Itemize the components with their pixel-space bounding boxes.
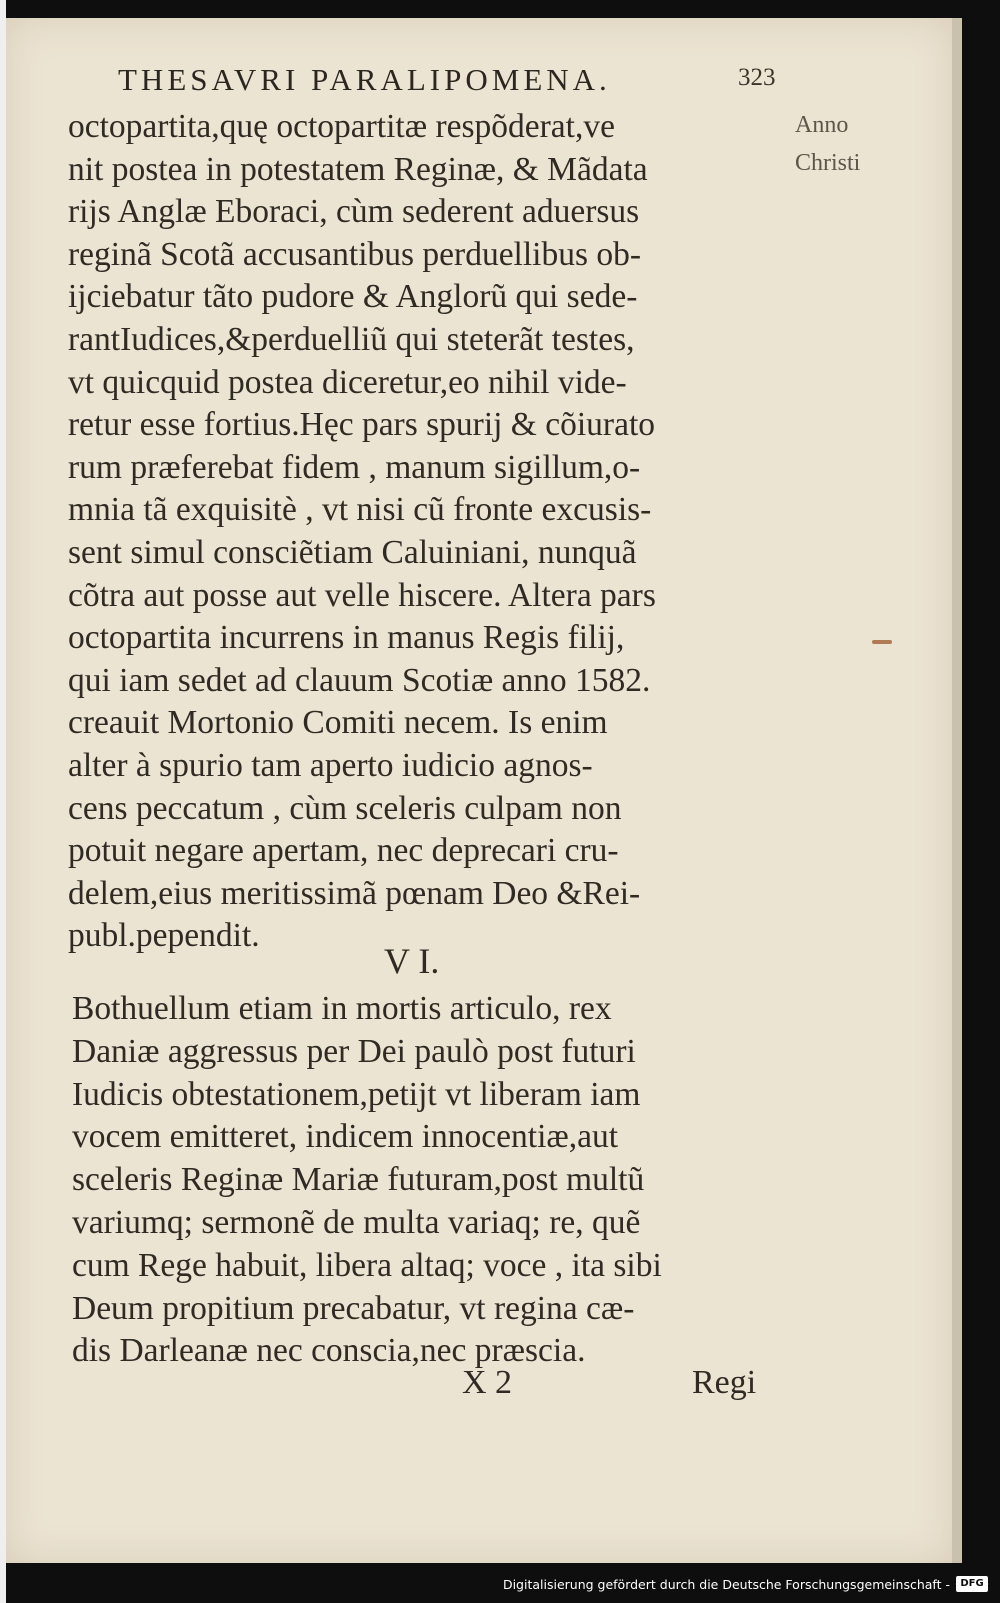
text-line: potuit negare apertam, nec deprecari cru- [68,832,619,870]
text-line: cum Rege habuit, libera altaq; voce , ita sibi [72,1246,662,1284]
text-line: alter à spurio tam aperto iudicio agnos- [68,746,593,784]
margin-note [795,106,860,182]
text-line: sceleris Reginæ Mariæ futuram,post multũ [72,1161,645,1199]
text-line: sent simul consciẽtiam Caluiniani, nunquã [68,533,637,571]
text-line: variumq; sermonẽ de multa variaq; re, quẽ [72,1203,641,1241]
text-line: creauit Mortonio Comiti necem. Is enim [68,704,608,742]
funding-credit: Digitalisierung gefördert durch die Deutsche Forschungsgemeinschaft - [502,1577,950,1592]
text-line: cõtra aut posse aut velle hiscere. Altera pars [68,576,656,614]
text-line: ijciebatur tãto pudore & Anglorũ qui sede- [68,278,638,316]
signature-mark: X 2 [462,1364,513,1401]
text-line: delem,eius meritissimã pœnam Deo &Rei- [68,874,641,912]
text-line: dis Darleanæ nec conscia,nec præscia. [72,1332,586,1370]
text-line: retur esse fortius.Hęc pars spurij & cõiurato [68,406,656,444]
digitization-footer [0,1573,1000,1603]
dfg-logo: DFG [956,1576,988,1592]
text-line: Iudicis obtestationem,petijt vt liberam iam [72,1075,641,1113]
text-line: octopartita incurrens in manus Regis filij, [68,619,625,657]
text-line: reginã Scotã accusantibus perduellibus ob- [68,235,642,273]
text-line: octopartita,quę octopartitæ respõderat,ve [68,108,615,145]
margin-note-line: Christi [795,150,861,176]
running-head: THESAVRI PARALIPOMENA. [118,62,611,97]
text-line: mnia tã exquisitè , vt nisi cũ fronte excusis- [68,491,652,529]
text-line: publ.pependit. [68,917,260,955]
paragraph-1 [68,106,788,958]
page-number: 323 [738,64,776,91]
text-line: rantIudices,&perduelliũ qui steterãt testes, [68,320,635,358]
margin-note-line: Anno [795,112,849,138]
section-number: V I. [384,941,440,981]
text-line: cens peccatum , cùm sceleris culpam non [68,789,622,827]
text-line: nit postea in potestatem Reginæ, & Mãdata [68,150,648,188]
margin-ink-mark [872,640,892,644]
paragraph-2 [72,988,792,1373]
text-line: vt quicquid postea diceretur,eo nihil vide- [68,363,627,401]
text-line: qui iam sedet ad clauum Scotiæ anno 1582. [68,661,651,699]
page-edge-strip [952,18,962,1563]
catchword: Regi [692,1364,757,1401]
text-line: rijs Anglæ Eboraci, cùm sederent aduersus [68,193,640,231]
text-line: rum præferebat fidem , manum sigillum,o- [68,448,641,486]
text-line: vocem emitteret, indicem innocentiæ,aut [72,1118,619,1156]
text-line: Daniæ aggressus per Dei paulò post futuri [72,1032,636,1070]
text-line: Bothuellum etiam in mortis articulo, rex [72,990,612,1027]
text-line: Deum propitium precabatur, vt regina cæ- [72,1289,635,1327]
